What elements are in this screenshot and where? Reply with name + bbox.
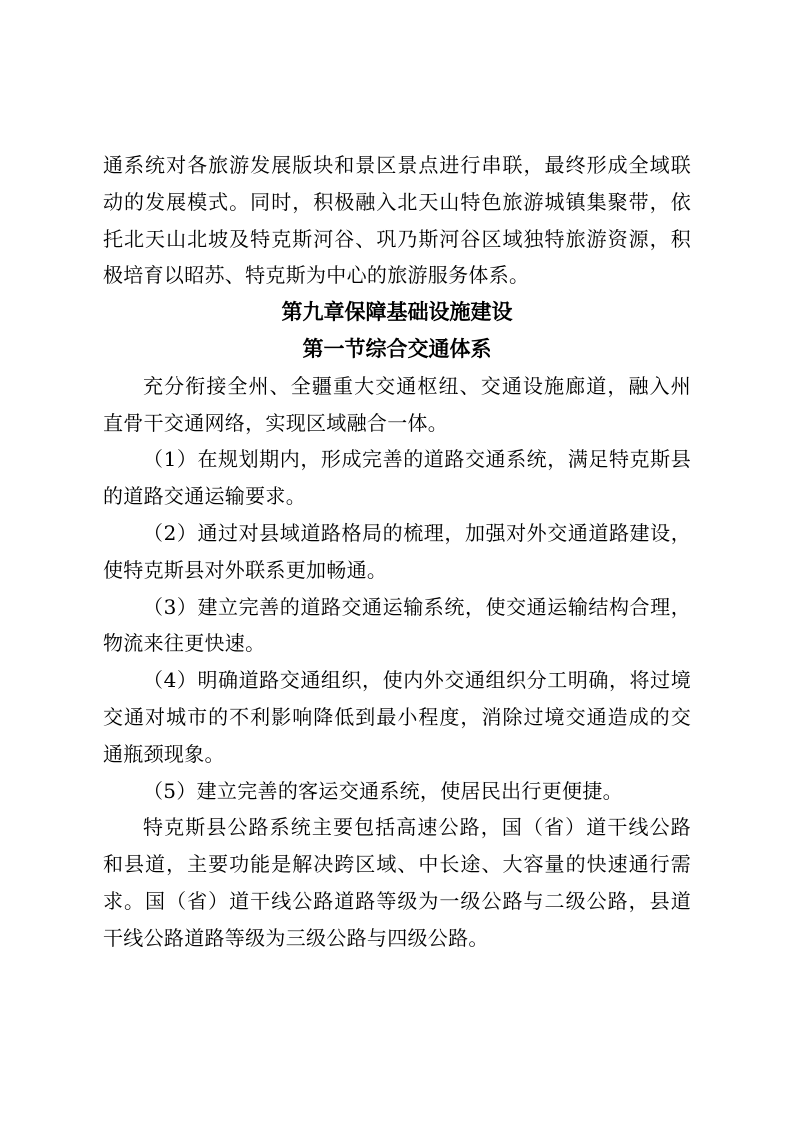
closing-paragraph: 特克斯县公路系统主要包括高速公路，国（省）道干线公路和县道，主要功能是解决跨区域、中长途、大容量的快速通行需求。国（省）道干线公路道路等级为一级公路与二级公路，县道干线公路道路等级为三级公路与四级公路。 bbox=[103, 815, 691, 950]
list-item-4: （4）明确道路交通组织，使内外交通组织分工明确，将过境交通对城市的不利影响降低到最小程度，消除过境交通造成的交通瓶颈现象。 bbox=[103, 668, 691, 766]
list-item-1: （1）在规划期内，形成完善的道路交通系统，满足特克斯县的道路交通运输要求。 bbox=[103, 447, 691, 509]
section-title: 第一节综合交通体系 bbox=[302, 336, 492, 361]
chapter-title: 第九章保障基础设施建设 bbox=[281, 300, 513, 325]
list-item-2: （2）通过对县域道路格局的梳理，加强对外交通道路建设，使特克斯县对外联系更加畅通。 bbox=[103, 520, 691, 582]
list-item-5: （5）建立完善的客运交通系统，使居民出行更便捷。 bbox=[143, 778, 623, 803]
continued-paragraph: 通系统对各旅游发展版块和景区景点进行串联，最终形成全域联动的发展模式。同时，积极融入北天山特色旅游城镇集聚带，依托北天山北坡及特克斯河谷、巩乃斯河谷区域独特旅游资源，积极培育以昭苏、特克斯为中心的旅游服务体系。 bbox=[103, 153, 691, 288]
list-item-3: （3）建立完善的道路交通运输系统，使交通运输结构合理，物流来往更快速。 bbox=[103, 594, 691, 656]
document-body bbox=[103, 147, 691, 957]
intro-paragraph: 充分衔接全州、全疆重大交通枢纽、交通设施廊道，融入州直骨干交通网络，实现区域融合一体。 bbox=[103, 373, 691, 435]
